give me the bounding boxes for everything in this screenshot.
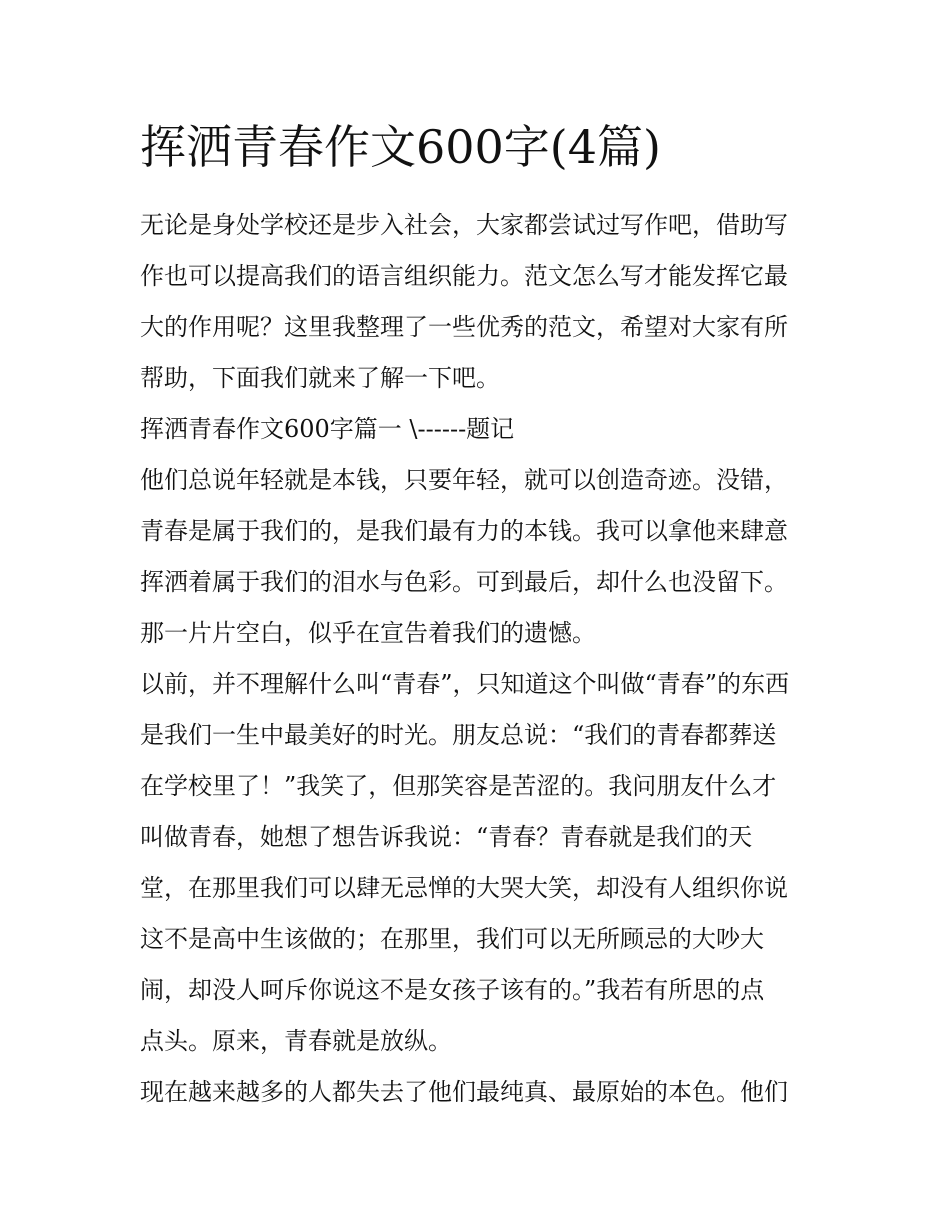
body-paragraph-2: 以前，并不理解什么叫“青春”，只知道这个叫做“青春”的东西 是我们一生中最美好的时光。朋友总说：“我们的青春都葬送 在学校里了！”我笑了，但那笑容是苦涩的。我问朋友什么才 叫做青春，她想了想告诉我说：“青春？青春就是我们的天 堂，在那里我们可以肆无忌惮的大哭大笑，却没有人组织你说 这不是高中生该做的；在那里，我们可以无所顾忌的大吵大 闹，却没人呵斥你说这不是女孩子该有的。”我若有所思的点 点头。原来，青春就是放纵。 [140, 670, 790, 1055]
body-paragraph-3: 现在越来越多的人都失去了他们最纯真、最原始的本色。他们 [140, 1078, 788, 1106]
intro-paragraph: 无论是身处学校还是步入社会，大家都尝试过写作吧，借助写 作也可以提高我们的语言组织能力。范文怎么写才能发挥它最 大的作用呢？这里我整理了一些优秀的范文，希望对大家有所 帮助，下面我们就来了解一下吧。 [140, 211, 788, 392]
document-body [140, 118, 820, 1118]
body-paragraph-1: 他们总说年轻就是本钱，只要年轻，就可以创造奇迹。没错， 青春是属于我们的，是我们最有力的本钱。我可以拿他来肆意 挥洒着属于我们的泪水与色彩。可到最后，却什么也没留下。 那一片片空白，似乎在宣告着我们的遗憾。 [140, 466, 788, 647]
section-heading: 挥洒青春作文600字篇一 \------题记 [140, 415, 515, 443]
document-title: 挥洒青春作文600字(4篇) [140, 120, 661, 174]
